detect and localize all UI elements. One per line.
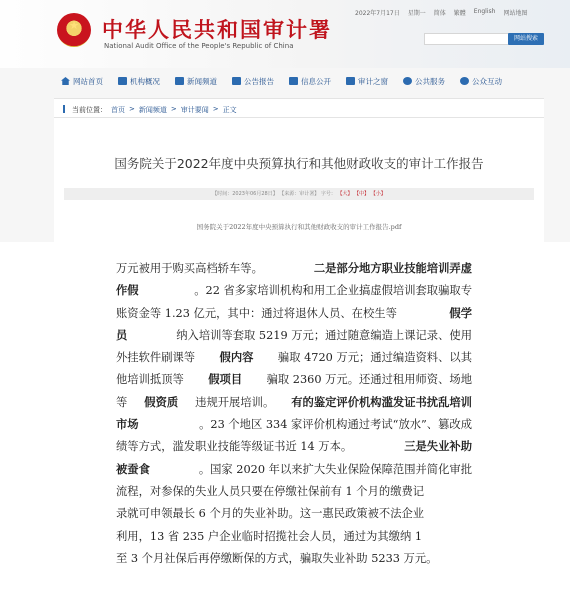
breadcrumb-news[interactable]: 新闻频道	[138, 106, 167, 114]
pdf-attachment-link[interactable]: 国务院关于2022年度中央预算执行和其他财政收支的审计工作报告.pdf	[196, 223, 402, 231]
report-icon	[232, 77, 241, 85]
top-links	[355, 8, 527, 17]
breadcrumb-separator: >	[170, 105, 177, 113]
home-icon	[61, 77, 70, 85]
document-line-text	[116, 548, 472, 570]
breadcrumb-home[interactable]: 首页	[111, 106, 125, 114]
sitemap-link[interactable]: 网站地图	[503, 10, 528, 17]
document-line-text	[116, 347, 472, 369]
bold-text-segment: 被蚕食	[116, 462, 150, 476]
font-size-small-button[interactable]: 【小】	[370, 191, 386, 197]
document-line	[116, 347, 472, 369]
breadcrumb-current: 正文	[222, 106, 237, 114]
text-segment: 账资金等 1.23 亿元，其中：通过将退休人员、在校生等	[116, 306, 397, 320]
traditional-link[interactable]: 繁體	[453, 10, 466, 17]
national-emblem-icon: ★	[57, 13, 91, 47]
document-line	[116, 436, 472, 458]
text-segment: 违规开展培训。	[195, 395, 275, 409]
info-icon	[289, 77, 298, 85]
text-segment: 等	[116, 395, 128, 409]
nav-item-news[interactable]	[175, 76, 217, 87]
nav-item-about[interactable]	[118, 76, 160, 87]
window-icon	[346, 77, 355, 85]
text-segment: 万元被用于购买高档轿车等。	[116, 262, 263, 275]
document-line-text	[116, 436, 472, 458]
text-segment: 。国家 2020 年以来扩大失业保险保障范围并简化审批	[198, 462, 472, 476]
document-line	[116, 258, 472, 280]
text-segment: 骗取 4720 万元；通过编造资料、以其	[277, 351, 472, 365]
nav-label: 审计之窗	[358, 76, 388, 86]
text-segment: 他培训抵顶等	[116, 373, 184, 387]
text-segment: 。22 省多家培训机构和用工企业搞虚假培训套取骗取专	[194, 284, 472, 298]
document-line-text	[116, 459, 472, 481]
document-line-text	[116, 258, 472, 280]
news-icon	[175, 77, 184, 85]
weekday-text: 星期一	[407, 10, 426, 17]
main-nav	[0, 68, 570, 94]
bold-text-segment: 作假	[116, 284, 139, 298]
document-line	[116, 392, 472, 414]
document-line-text	[116, 369, 472, 391]
nav-item-reports[interactable]	[232, 76, 274, 87]
breadcrumb-marker	[63, 105, 65, 113]
document-line-text	[116, 503, 472, 525]
meta-source: 【来源：审计署】	[279, 191, 320, 197]
bold-text-segment: 假内容	[219, 351, 254, 365]
breadcrumb-label: 当前位置：	[72, 106, 107, 114]
text-segment: 录就可申领最长 6 个月的失业补助。这一惠民政策被不法企业	[116, 507, 425, 521]
date-text: 2022年7月17日	[355, 10, 400, 17]
text-segment: 外挂软件刷课等	[116, 351, 196, 365]
document-body	[116, 258, 472, 570]
document-line-text	[116, 526, 472, 548]
text-segment: 。23 个地区 334 家评价机构通过考试“放水”、篡改成	[199, 418, 472, 432]
breadcrumb-separator: >	[129, 105, 135, 113]
site-subtitle: National Audit Office of the People's Republic of China	[104, 42, 294, 50]
document-line	[116, 481, 472, 503]
nav-item-window[interactable]	[346, 76, 388, 87]
text-segment: 至 3 个月社保后再停缴断保的方式，骗取失业补助 5233 万元。	[116, 551, 438, 565]
nav-label: 信息公开	[301, 76, 331, 86]
english-link[interactable]: English	[473, 8, 496, 15]
breadcrumb-audit-news[interactable]: 审计要闻	[180, 106, 209, 114]
document-line-text	[116, 392, 472, 414]
nav-item-home[interactable]	[61, 76, 103, 87]
search-input[interactable]	[424, 33, 512, 45]
text-segment: 利用，13 省 235 户企业临时招揽社会人员，通过为其缴纳 1	[116, 529, 423, 543]
document-line	[116, 414, 472, 436]
document-line-text	[116, 325, 472, 347]
document-line-text	[116, 303, 472, 325]
document-line	[116, 503, 472, 525]
article-meta	[64, 188, 534, 200]
document-line-text	[116, 280, 472, 302]
font-size-large-button[interactable]: 【大】	[337, 191, 353, 197]
document-line	[116, 369, 472, 391]
bold-text-segment: 假学	[449, 306, 472, 320]
breadcrumb	[54, 98, 544, 118]
chat-icon	[460, 77, 469, 85]
meta-font-label: 字号：	[320, 191, 336, 197]
site-title[interactable]: 中华人民共和国审计署	[102, 17, 332, 42]
nav-label: 网站首页	[73, 76, 103, 86]
nav-label: 公众互动	[472, 76, 502, 86]
building-icon	[118, 77, 127, 85]
document-line	[116, 303, 472, 325]
website-screenshot	[0, 0, 570, 242]
document-line	[116, 459, 472, 481]
bold-text-segment: 三是失业补助	[404, 440, 472, 454]
site-header	[0, 0, 570, 68]
breadcrumb-separator: >	[212, 105, 219, 113]
document-line	[116, 526, 472, 548]
bold-text-segment: 市场	[116, 418, 139, 432]
nav-label: 新闻频道	[187, 76, 217, 86]
document-line-text	[116, 414, 472, 436]
text-segment: 骗取 2360 万元。还通过租用师资、场地	[266, 373, 472, 387]
document-line	[116, 548, 472, 570]
document-line	[116, 280, 472, 302]
bold-text-segment: 二是部分地方职业技能培训弄虚	[313, 262, 472, 275]
nav-label: 公共服务	[415, 76, 445, 86]
people-icon	[403, 77, 412, 85]
bold-text-segment: 有的鉴定评价机构滥发证书扰乱培训	[291, 395, 472, 409]
font-size-medium-button[interactable]: 【中】	[354, 191, 370, 197]
nav-item-services[interactable]	[403, 76, 445, 87]
text-segment: 流程，对参保的失业人员只要在停缴社保前有 1 个月的缴费记	[116, 484, 425, 498]
article-title: 国务院关于2022年度中央预算执行和其他财政收支的审计工作报告	[114, 156, 484, 171]
nav-item-interaction[interactable]	[460, 76, 502, 87]
bold-text-segment: 假资质	[144, 395, 179, 409]
nav-item-info[interactable]	[289, 76, 331, 87]
nav-label: 机构概况	[130, 76, 160, 86]
text-segment: 绩等方式，滥发职业技能等级证书近 14 万本。	[116, 440, 353, 454]
bold-text-segment: 假项目	[208, 373, 243, 387]
meta-time: 【时间：2023年06月28日】	[212, 191, 278, 197]
search-button[interactable]: 网站搜索	[508, 33, 544, 45]
nav-label: 公告报告	[244, 76, 274, 86]
article-header	[54, 118, 544, 242]
bold-text-segment: 员	[116, 328, 128, 342]
document-line	[116, 325, 472, 347]
text-segment: 纳入培训等套取 5219 万元；通过随意编造上课记录、使用	[176, 328, 472, 342]
document-line-text	[116, 481, 472, 503]
simplified-link[interactable]: 简体	[433, 10, 446, 17]
